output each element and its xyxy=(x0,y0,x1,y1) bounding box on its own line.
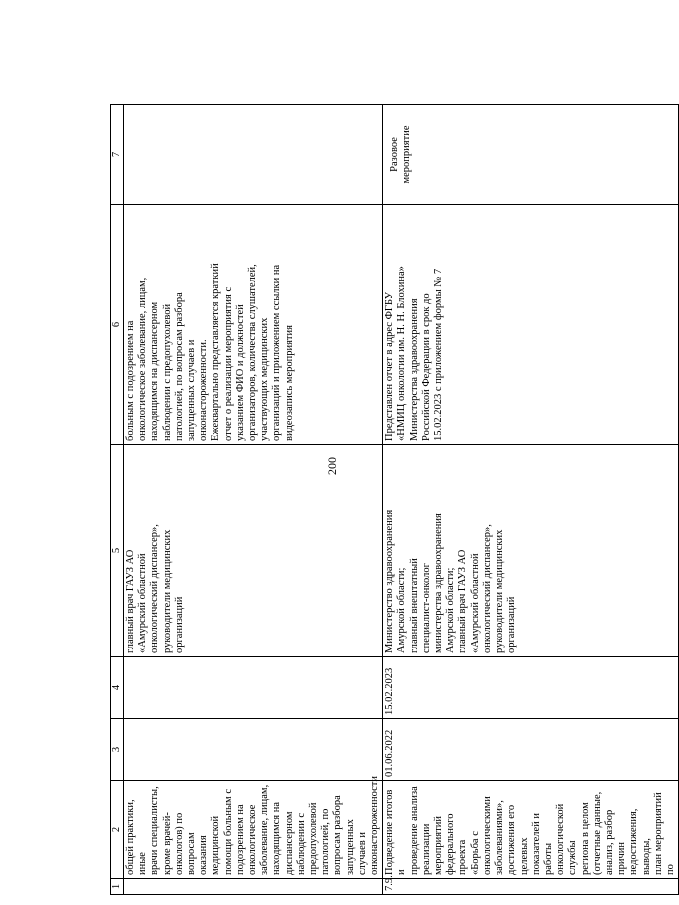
plan-table-rotated xyxy=(110,105,676,895)
start-date: 01.06.2022 xyxy=(383,719,679,781)
header-col-3: 3 xyxy=(111,719,124,781)
table-header-row xyxy=(111,105,124,895)
header-col-7: 7 xyxy=(111,105,124,205)
row-number: 7.9. xyxy=(383,879,679,895)
header-col-2: 2 xyxy=(111,781,124,879)
responsible: главный врач ГАУЗ АО «Амурский областной онкологический диспансер», руководители медицинских организаций xyxy=(124,445,383,657)
end-date xyxy=(124,657,383,719)
event-name: общей практики, иные врачи специалисты, кроме врачей- онкологов) по вопросам оказания медицинской помощи больным с подозрением на онкологическое заболевание, лицам, находящимся на диспансерном наблюдении с предопухолевой патологией, по вопросам разбора запущенных случаев и онконастороженности xyxy=(124,781,383,879)
table-row xyxy=(124,105,383,895)
header-col-1: 1 xyxy=(111,879,124,895)
header-col-5: 5 xyxy=(111,445,124,657)
row-number xyxy=(124,879,383,895)
header-col-6: 6 xyxy=(111,205,124,445)
report-description: Представлен отчет в адрес ФГБУ «НМИЦ онкологии им. Н. Н. Блохина» Министерства здравоохранения Российской Федерации в срок до 15.02.2023 с приложением формы № 7 xyxy=(383,205,679,445)
event-name: Подведение итогов и проведение анализа реализации мероприятий федерального проекта «Борьба с онкологическими заболеваниями», достижения его целевых показателей и работы онкологической службы региона в целом (отчетные данные, анализ, разбор причин недостижения, выводы, план мероприятий по xyxy=(383,781,679,879)
header-col-4: 4 xyxy=(111,657,124,719)
end-date: 15.02.2023 xyxy=(383,657,679,719)
report-description: больным с подозрением на онкологическое заболевание, лицам, находящимся на диспансерном наблюдении с предопухолевой патологией, по вопросам разбора запущенных случаев и онконастороженности. Ежеквартально представляется краткий отчет о реализации мероприятия с указанием ФИО и должностей организаторов, количества слушателей, участвующих медицинских организаций и приложением ссылки на видеозапись мероприятия xyxy=(124,205,383,445)
table-row xyxy=(383,105,679,895)
plan-table xyxy=(110,104,679,895)
periodicity xyxy=(124,105,383,205)
page-number: 200 xyxy=(325,457,339,475)
responsible: Министерство здравоохранения Амурской области; главный внештатный специалист-онколог министерства здравоохранения Амурской области; главный врач ГАУЗ АО «Амурский областной онкологический диспансер», руководители медицинских организаций xyxy=(383,445,679,657)
periodicity: Разовое мероприятие xyxy=(383,105,679,205)
start-date xyxy=(124,719,383,781)
